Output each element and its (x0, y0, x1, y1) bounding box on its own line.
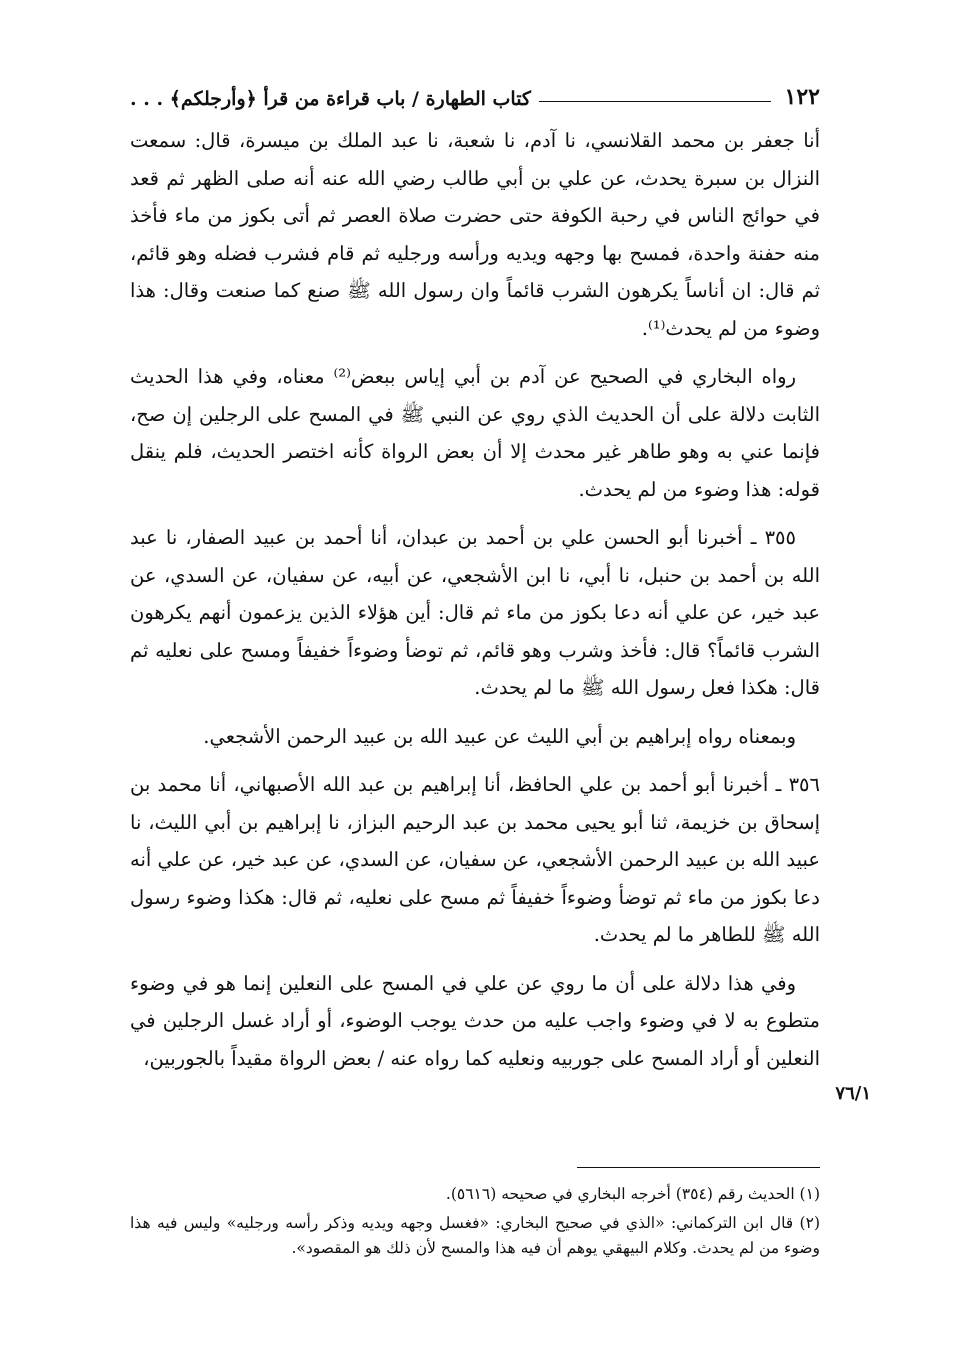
header-title: كتاب الطهارة / باب قراءة من قرأ ﴿وأرجلكم﴾ . . . (130, 88, 531, 110)
margin-folio-note: ٧٦/١ (835, 1083, 871, 1104)
footnote-2: (٢) قال ابن التركماني: «الذي في صحيح البخاري: «فغسل وجهه ويديه وذكر رأسه ورجليه» وليس فيه هذا وضوء من لم يحدث. وكلام البيهقي يوهم أن فيه هذا والمسح لأن ذلك هو المقصود». (130, 1214, 820, 1257)
paragraph-narration-note: وبمعناه رواه إبراهيم بن أبي الليث عن عبيد الله بن عبيد الرحمن الأشجعي. (203, 724, 796, 748)
footnote-rule (577, 1167, 820, 1168)
paragraph-hadith-356: ٣٥٦ ـ أخبرنا أبو أحمد بن علي الحافظ، أنا إبراهيم بن عبد الله الأصبهاني، أنا محمد بن إسحاق بن خزيمة، ثنا أبو يحيى محمد بن عبد الرحيم البزاز، نا إبراهيم بن أبي الليث، نا عبيد الله بن عبيد الرحمن الأشجعي، عن سفيان، عن السدي، عن عبد خير، عن علي أنه دعا بكوز من ماء ثم توضأ وضوءاً خفيفاً ثم مسح على نعليه، ثم قال: هكذا وضوء رسول الله ﷺ للطاهر ما لم يحدث. (129, 773, 820, 946)
header-rule (539, 101, 771, 102)
paragraph-hadith-355: ٣٥٥ ـ أخبرنا أبو الحسن علي بن أحمد بن عبدان، أنا أحمد بن عبيد الصفار، نا عبد الله بن أحمد بن حنبل، نا أبي، نا ابن الأشجعي، عن أبيه، عن سفيان، عن السدي، عن عبد خير، عن علي أنه دعا بكوز من ماء ثم قال: أين هؤلاء الذين يزعمون أنهم يكرهون الشرب قائماً؟ قال: فأخذ وشرب وهو قائم، ثم توضأ وضوءاً خفيفاً ومسح على نعليه ثم قال: هكذا فعل رسول الله ﷺ ما لم يحدث. (130, 526, 820, 699)
paragraph-conclusion: وفي هذا دلالة على أن ما روي عن علي في المسح على النعلين إنما هو في وضوء متطوع به لا في وضوء واجب عليه من حدث يوجب الوضوء، أو أراد غسل الرجلين في النعلين أو أراد المسح على جوربيه ونعليه كما رواه عنه / بعض الرواة مقيداً بالجوربين، (130, 971, 820, 1070)
paragraph-commentary-bukhari: رواه البخاري في الصحيح عن آدم بن أبي إياس ببعض⁽²⁾ معناه، وفي هذا الحديث الثابت دلالة على أن الحديث الذي روي عن النبي ﷺ في المسح على الرجلين إن صح، فإنما عني به وهو طاهر غير محدث إلا أن بعض الرواة كأنه اختصر الحديث، فلم ينقل قوله: هذا وضوء من لم يحدث. (130, 365, 820, 501)
footnotes (130, 1182, 820, 1265)
page-number: ١٢٢ (784, 84, 820, 110)
main-text (130, 122, 820, 1088)
footnote-1: (١) الحديث رقم (٣٥٤) أخرجه البخاري في صحيحه (٥٦١٦). (445, 1185, 820, 1203)
running-header (130, 74, 820, 110)
paragraph-hadith-chain: أنا جعفر بن محمد القلانسي، نا آدم، نا شعبة، نا عبد الملك بن ميسرة، قال: سمعت النزال بن سبرة يحدث، عن علي بن أبي طالب رضي الله عنه أنه صلى الظهر ثم قعد في حوائج الناس في رحبة الكوفة حتى حضرت صلاة العصر ثم أتى بكوز من ماء فأخذ منه حفنة واحدة، فمسح بها وجهه ويديه ورأسه ورجليه ثم قام فشرب فضله وهو قائم، ثم قال: ان أناساً يكرهون الشرب قائماً وان رسول الله ﷺ صنع كما صنعت وقال: هذا وضوء من لم يحدث⁽¹⁾. (130, 129, 820, 340)
